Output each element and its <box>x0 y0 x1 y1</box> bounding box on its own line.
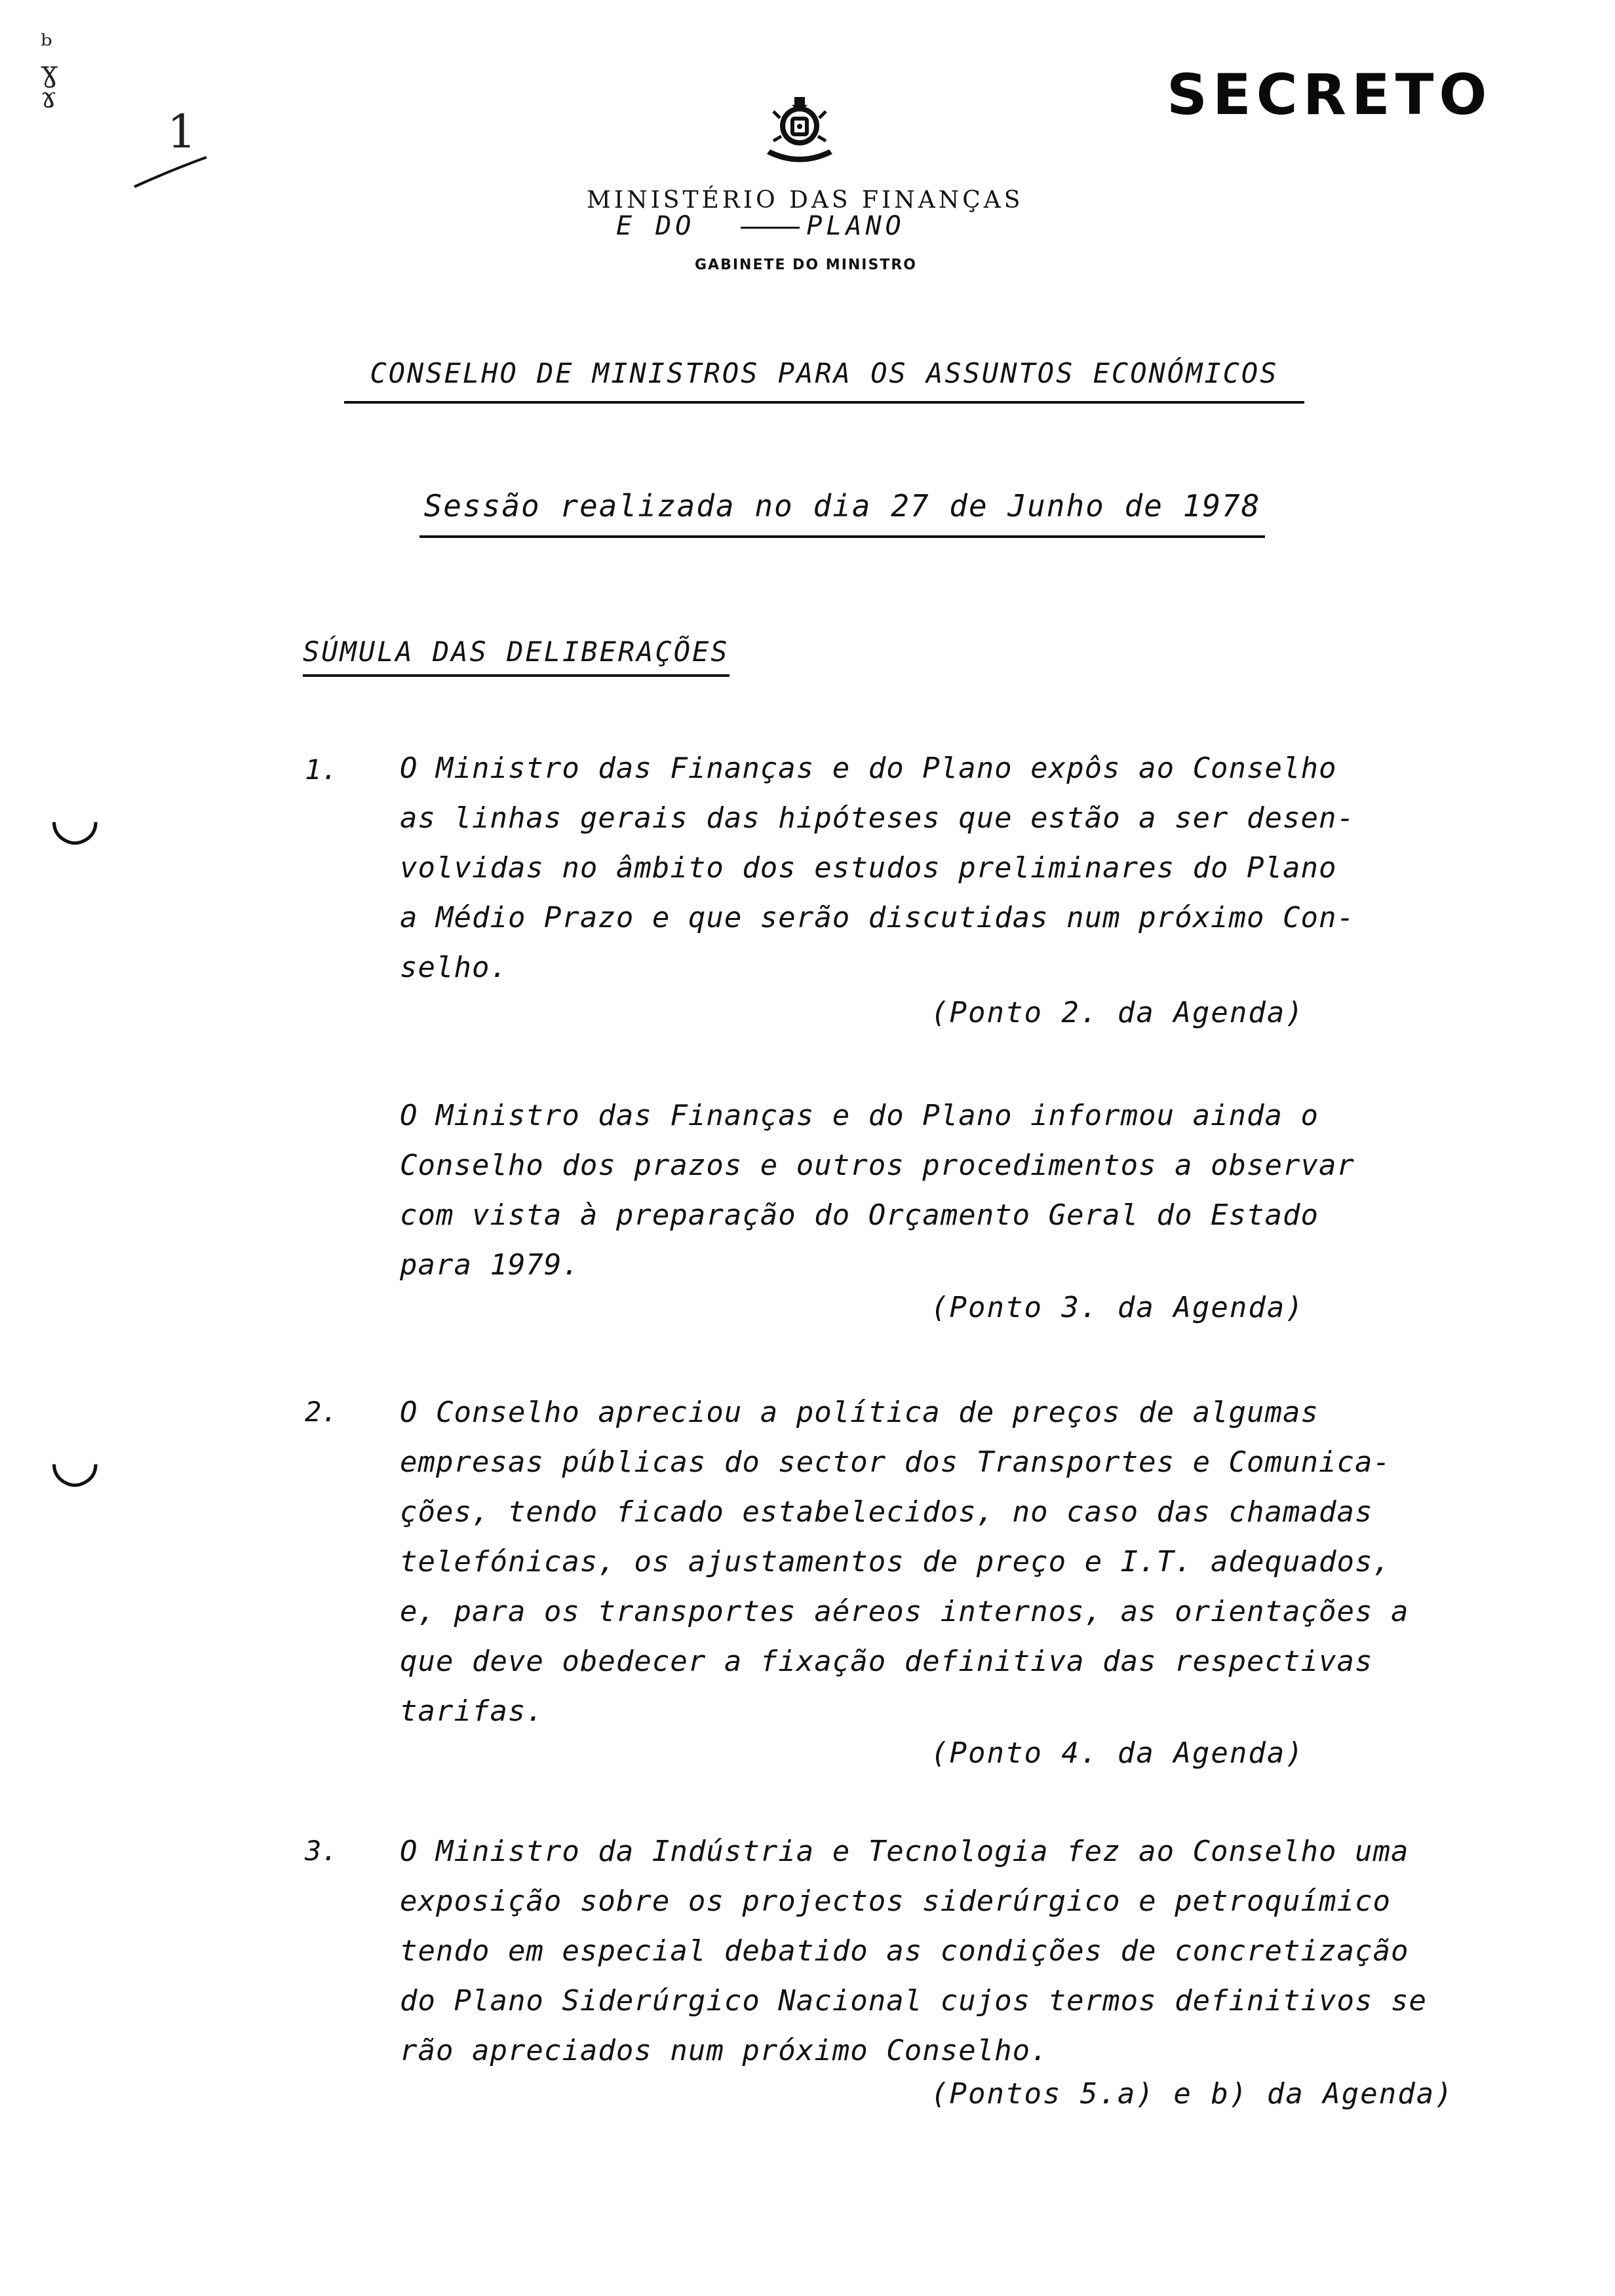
item-number: 2. <box>305 1396 338 1428</box>
margin-hole-mark: ◡ <box>49 783 101 852</box>
item-text: O Ministro da Indústria e Tecnologia fez ao Conselho uma exposição sobre os projectos siderúrgico e petroquímico tendo em especial debatido as condições de concretização do Plano Siderúrgico Nacional cujos termos definitivos se rão apreciados num próximo Conselho. <box>400 1835 1427 2067</box>
margin-hole-mark: ◡ <box>49 1425 101 1494</box>
agenda-reference: (Pontos 5.a) e b) da Agenda) <box>931 2077 1454 2111</box>
agenda-reference: (Ponto 3. da Agenda) <box>931 1291 1304 1324</box>
item-number: 3. <box>305 1835 338 1867</box>
ministry-name-line2: E DO PLANO <box>616 211 905 241</box>
council-title: CONSELHO DE MINISTROS PARA OS ASSUNTOS ECONÓMICOS <box>344 357 1304 404</box>
agenda-reference: (Ponto 4. da Agenda) <box>931 1736 1304 1770</box>
agenda-reference: (Ponto 2. da Agenda) <box>931 996 1304 1029</box>
ministry-name: MINISTÉRIO DAS FINANÇAS <box>587 187 1024 214</box>
handwritten-scribble: ᵇ ɣ ɤ <box>41 29 58 115</box>
item-text: O Ministro das Finanças e do Plano expôs ao Conselho as linhas gerais das hipóteses que estão a ser desen- volvidas no âmbito dos estudos preliminares do Plano a Médio Prazo e que serão discutidas num próximo Con- selho. <box>400 752 1355 984</box>
handwritten-stroke <box>131 151 210 190</box>
classification-stamp: SECRETO <box>1167 62 1492 128</box>
session-date: Sessão realizada no dia 27 de Junho de 1978 <box>419 488 1265 538</box>
handwritten-page-mark: 1 <box>167 105 197 159</box>
cabinet-label: GABINETE DO MINISTRO <box>695 257 917 273</box>
item-number: 1. <box>305 754 338 786</box>
coat-of-arms-emblem <box>754 92 846 170</box>
summary-heading: SÚMULA DAS DELIBERAÇÕES <box>303 636 730 677</box>
item-text: O Conselho apreciou a política de preços de algumas empresas públicas do sector dos Transportes e Comunica- ções, tendo ficado estabelecidos, no caso das chamadas telefónicas, os ajustamentos de preço e I.T. adequados, e, para os transportes aéreos internos, as orientações a que deve obedecer a fixação definitiva das respectivas tarifas. <box>400 1396 1409 1728</box>
item-text: O Ministro das Finanças e do Plano informou ainda o Conselho dos prazos e outros procedimentos a observar com vista à preparação do Orçamento Geral do Estado para 1979. <box>400 1099 1355 1282</box>
